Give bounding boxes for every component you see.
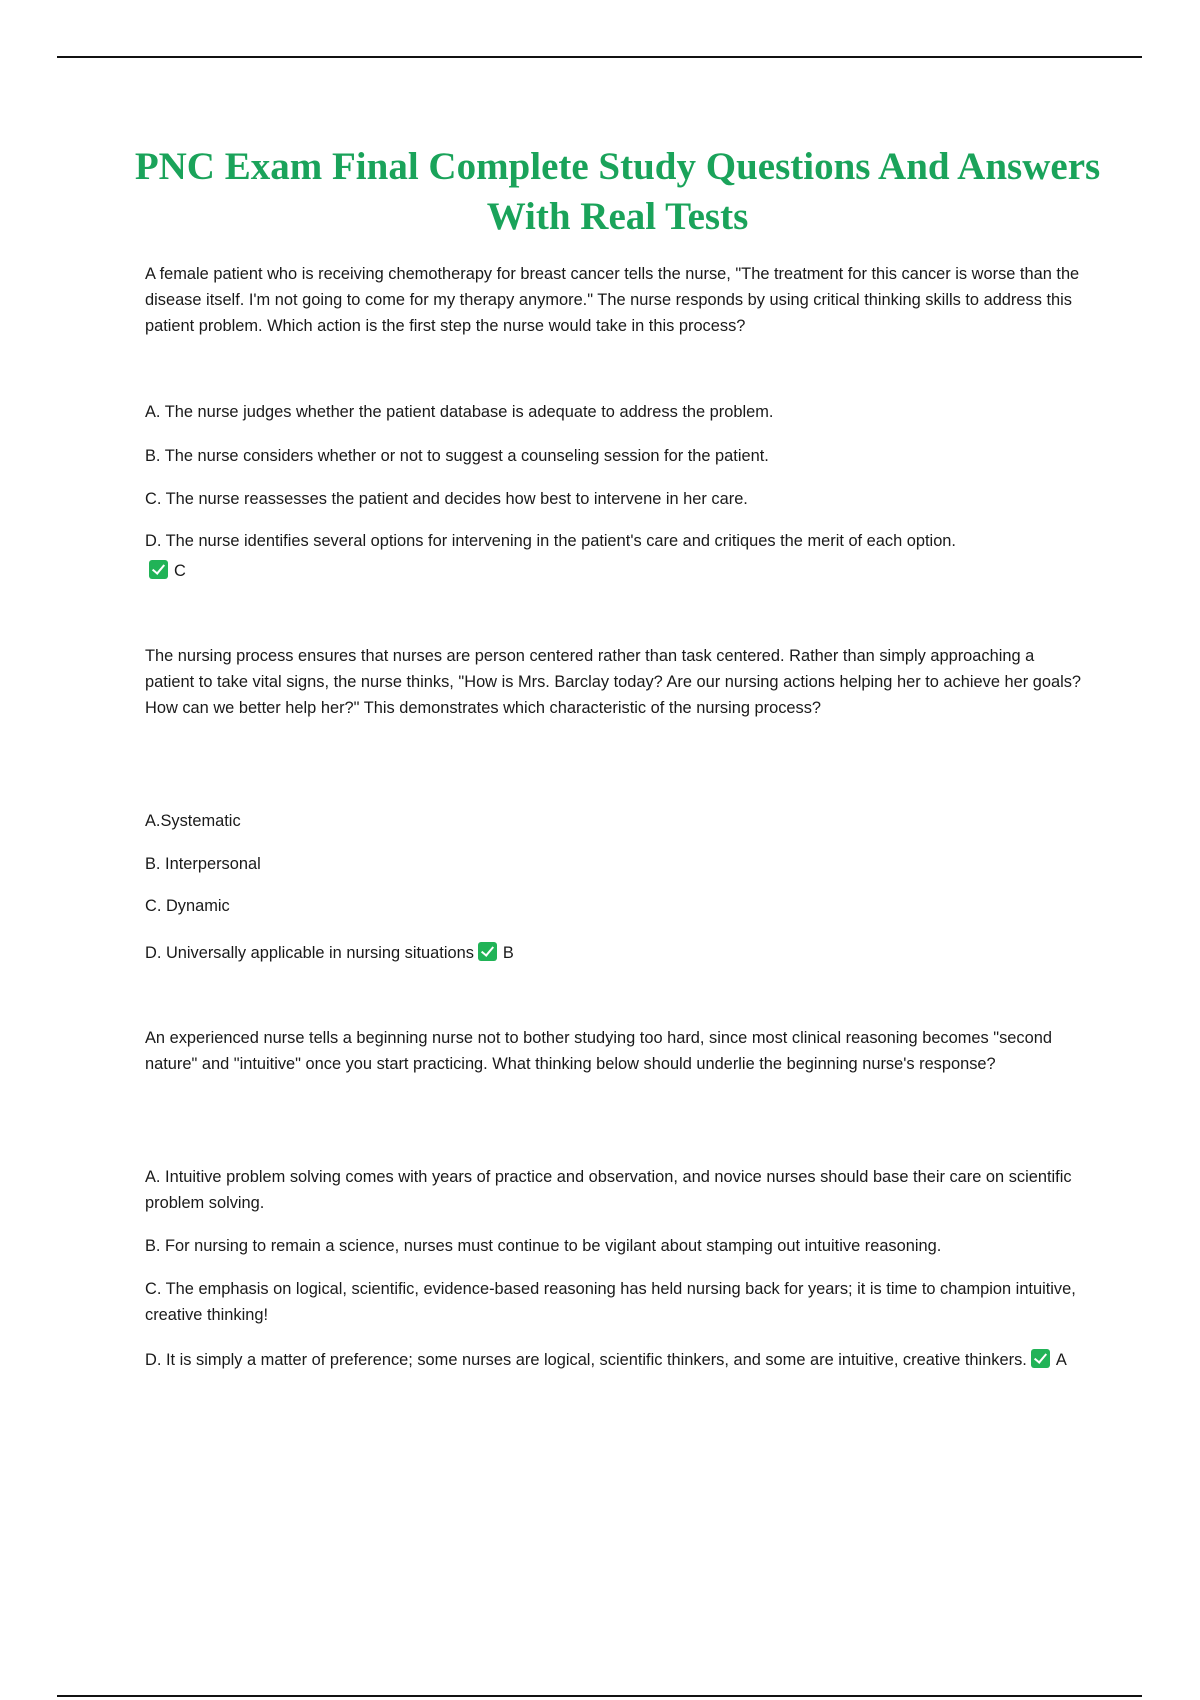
- question-3-option-c: C. The emphasis on logical, scientific, evidence-based reasoning has held nursing back for years; it is time to champion intuitive, creative thinking!: [145, 1280, 1076, 1324]
- question-2-option-d-line: [145, 940, 1090, 966]
- question-1-text: A female patient who is receiving chemotherapy for breast cancer tells the nurse, "The treatment for this cancer is worse than the disease itself. I'm not going to come for my therapy anymore." The nurse responds by using critical thinking skills to address this patient problem. Which action is the first step the nurse would take in this process?: [145, 265, 1080, 335]
- question-3-option-a: A. Intuitive problem solving comes with years of practice and observation, and novice nurses should base their care on scientific problem solving.: [145, 1168, 1072, 1212]
- question-2-option-a: A.Systematic: [145, 812, 241, 830]
- check-mark-icon: [1031, 1349, 1050, 1368]
- question-2-option-b: B. Interpersonal: [145, 855, 261, 873]
- question-1-option-c: C. The nurse reassesses the patient and decides how best to intervene in her care.: [145, 490, 748, 508]
- question-2-answer: B: [502, 944, 514, 962]
- question-1-option-a: A. The nurse judges whether the patient database is adequate to address the problem.: [145, 403, 774, 421]
- question-1-option-b: B. The nurse considers whether or not to suggest a counseling session for the patient.: [145, 447, 769, 465]
- question-1-answer: C: [174, 562, 186, 580]
- question-3-option-d: D. It is simply a matter of preference; some nurses are logical, scientific thinkers, and some are intuitive, creative thinkers.: [145, 1351, 1027, 1369]
- question-3-option-b: B. For nursing to remain a science, nurses must continue to be vigilant about stamping out intuitive reasoning.: [145, 1237, 942, 1255]
- question-2-option-c: C. Dynamic: [145, 897, 230, 915]
- question-3-answer: A: [1055, 1351, 1067, 1369]
- check-mark-icon: [149, 560, 168, 579]
- question-3-option-d-line: [145, 1347, 1090, 1373]
- top-rule: [57, 56, 1142, 58]
- question-3-text: An experienced nurse tells a beginning nurse not to bother studying too hard, since most clinical reasoning becomes "second nature" and "intuitive" once you start practicing. What thinking below should underlie the beginning nurse's response?: [145, 1029, 1052, 1073]
- question-1-option-d: D. The nurse identifies several options for intervening in the patient's care and critiques the merit of each option.: [145, 532, 956, 550]
- question-2-text: The nursing process ensures that nurses are person centered rather than task centered. Rather than simply approaching a patient to take vital signs, the nurse thinks, "How is Mrs. Barclay today? Are our nursing actions helping her to achieve her goals? How can we better help her?" This demonstrates which characteristic of the nursing process?: [145, 647, 1082, 717]
- bottom-rule: [57, 1695, 1142, 1697]
- check-mark-icon: [478, 942, 497, 961]
- document-title: PNC Exam Final Complete Study Questions And Answers With Real Tests: [134, 145, 1101, 238]
- question-1-answer-line: [145, 558, 1090, 584]
- question-2-option-d: D. Universally applicable in nursing situations: [145, 944, 474, 962]
